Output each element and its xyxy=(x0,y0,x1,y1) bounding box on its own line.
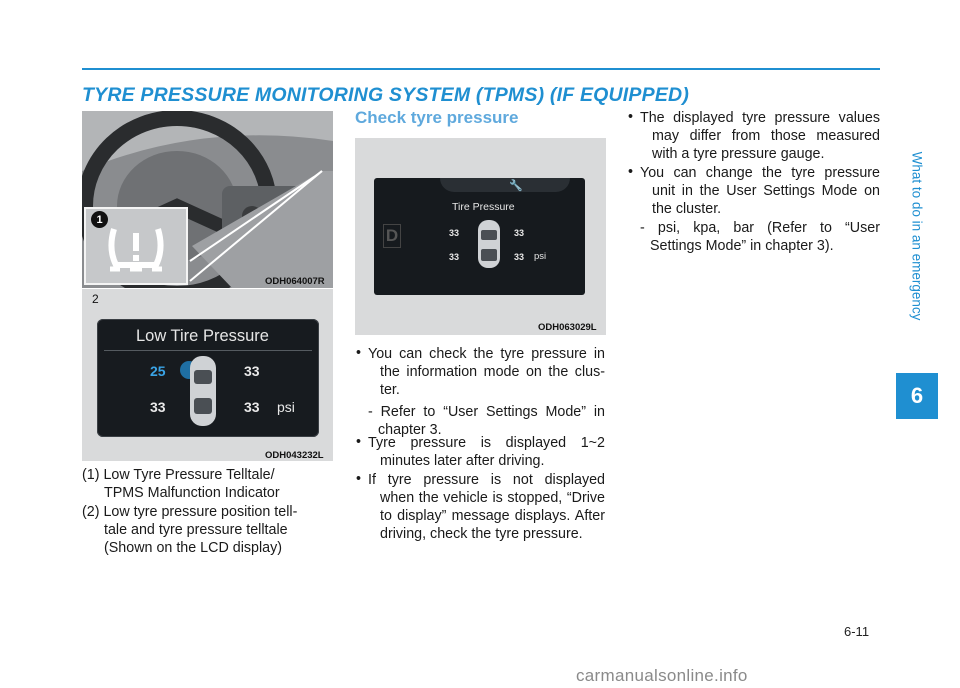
figure-code: ODH064007R xyxy=(265,276,325,287)
bullet-check-pressure: You can check the tyre pressure in the information mode on the clus- ter. xyxy=(368,346,605,398)
site-watermark: carmanualsonline.info xyxy=(576,666,748,685)
bullet-change-unit: You can change the tyre pressure unit in the User Settings Mode on the cluster. xyxy=(640,165,880,217)
lcd-title: Low Tire Pressure xyxy=(136,327,269,345)
bullet-display-delay: Tyre pressure is displayed 1~2 minutes later after driving. xyxy=(368,435,605,469)
tire-front-right-pressure: 33 xyxy=(514,228,525,238)
gear-indicator: D xyxy=(383,224,401,248)
bullet-gauge-difference: The displayed tyre pressure values may differ from those measured with a tyre pressure gauge. xyxy=(640,110,880,162)
tire-rear-left-pressure: 33 xyxy=(150,399,166,415)
pressure-unit: psi xyxy=(277,399,295,415)
tire-front-left-pressure: 33 xyxy=(449,228,460,238)
caption-item-1: (1) Low Tyre Pressure Telltale/ TPMS Malfunction Indicator xyxy=(82,467,280,501)
tire-front-right-pressure: 33 xyxy=(244,363,260,379)
bullet-marker: • xyxy=(356,345,362,361)
callout-number-1: 1 xyxy=(91,211,108,228)
figure-code: ODH063029L xyxy=(538,322,597,333)
section-heading: Check tyre pressure xyxy=(355,108,519,127)
cluster-title: Tire Pressure xyxy=(452,201,515,213)
bullet-marker: • xyxy=(628,164,634,180)
bullet-marker: • xyxy=(356,471,362,487)
bullet-marker: • xyxy=(628,109,634,125)
car-top-view-icon xyxy=(180,354,226,428)
figure-code: ODH043232L xyxy=(265,450,324,461)
wrench-icon: 🔧 xyxy=(509,180,523,192)
caption-item-2: (2) Low tyre pressure position tell- tale and tyre pressure telltale (Shown on the LCD display) xyxy=(82,504,298,556)
figure-number-2: 2 xyxy=(92,292,99,306)
pressure-unit: psi xyxy=(534,251,547,262)
cluster-top-bezel xyxy=(440,178,570,192)
tire-rear-right-pressure: 33 xyxy=(514,252,525,262)
page-title: TYRE PRESSURE MONITORING SYSTEM (TPMS) (IF EQUIPPED) xyxy=(82,84,690,106)
tire-rear-left-pressure: 33 xyxy=(449,252,460,262)
chapter-number-tab: 6 xyxy=(896,373,938,419)
car-top-view-icon xyxy=(474,218,504,270)
lcd-divider xyxy=(104,350,312,351)
header-rule xyxy=(82,68,880,70)
page-number: 6-11 xyxy=(844,624,870,639)
bullet-not-displayed: If tyre pressure is not displayed when the vehicle is stopped, “Drive to display” message displays. After driving, check the tyre pressure. xyxy=(368,472,605,542)
sub-bullet-user-settings: - Refer to “User Settings Mode” in chapter 3. xyxy=(368,404,605,438)
bullet-marker: • xyxy=(356,434,362,450)
chapter-side-label: What to do in an emergency xyxy=(909,151,925,321)
tire-front-left-pressure: 25 xyxy=(150,363,166,379)
sub-bullet-units: - psi, kpa, bar (Refer to “User Settings Mode” in chapter 3). xyxy=(640,220,880,254)
tire-rear-right-pressure: 33 xyxy=(244,399,260,415)
